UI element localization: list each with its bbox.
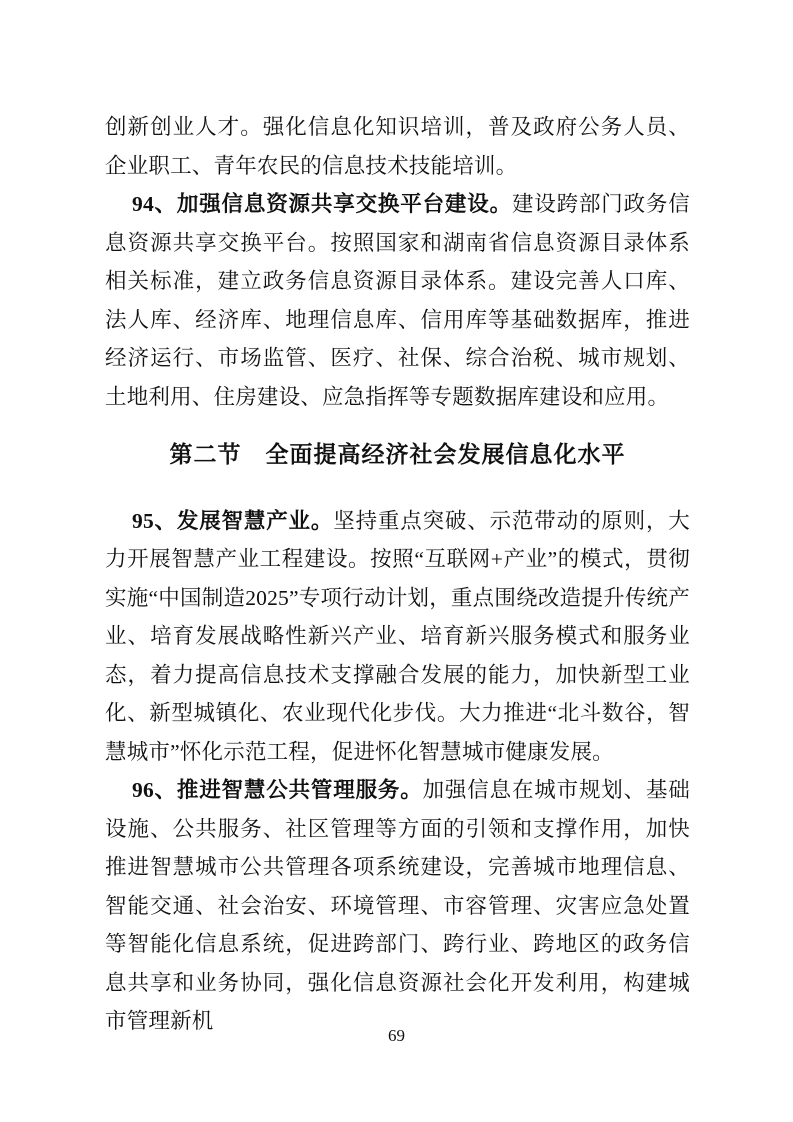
paragraph-item-94 xyxy=(105,185,690,416)
paragraph-item-96-lead: 96、推进智慧公共管理服务。 xyxy=(132,778,423,802)
paragraph-continuation: 创新创业人才。强化信息化知识培训，普及政府公务人员、企业职工、青年农民的信息技术技能培训。 xyxy=(105,115,690,178)
page-number: 69 xyxy=(388,1026,405,1045)
paragraph-item-96 xyxy=(105,771,690,1041)
paragraph-item-96-body: 加强信息在城市规划、基础设施、公共服务、社区管理等方面的引领和支撑作用，加快推进智慧城市公共管理各项系统建设，完善城市地理信息、智能交通、社会治安、环境管理、市容管理、灾害应急处置等智能化信息系统，促进跨部门、跨行业、跨地区的政务信息共享和业务协同，强化信息资源社会化开发利用，构建城市管理新机 xyxy=(105,778,690,1033)
paragraph-item-94-lead: 94、加强信息资源共享交换平台建设。 xyxy=(132,192,512,216)
section-heading: 第二节 全面提高经济社会发展信息化水平 xyxy=(169,442,626,467)
paragraph-item-95-body: 坚持重点突破、示范带动的原则，大力开展智慧产业工程建设。按照“互联网+产业”的模式，贯彻实施“中国制造2025”专项行动计划，重点围绕改造提升传统产业、培育发展战略性新兴产业、培育新兴服务模式和服务业态，着力提高信息技术支撑融合发展的能力，加快新型工业化、新型城镇化、农业现代化步伐。大力推进“北斗数谷，智慧城市”怀化示范工程，促进怀化智慧城市健康发展。 xyxy=(105,508,690,764)
paragraph-item-95 xyxy=(105,502,690,772)
paragraph-item-95-lead: 95、发展智慧产业。 xyxy=(132,508,334,533)
text-block xyxy=(105,108,690,1041)
paragraph-item-94-body: 建设跨部门政务信息资源共享交换平台。按照国家和湖南省信息资源目录体系相关标准，建立政务信息资源目录体系。建设完善人口库、法人库、经济库、地理信息库、信用库等基础数据库，推进经济运行、市场监管、医疗、社保、综合治税、城市规划、土地利用、住房建设、应急指挥等专题数据库建设和应用。 xyxy=(105,192,690,409)
